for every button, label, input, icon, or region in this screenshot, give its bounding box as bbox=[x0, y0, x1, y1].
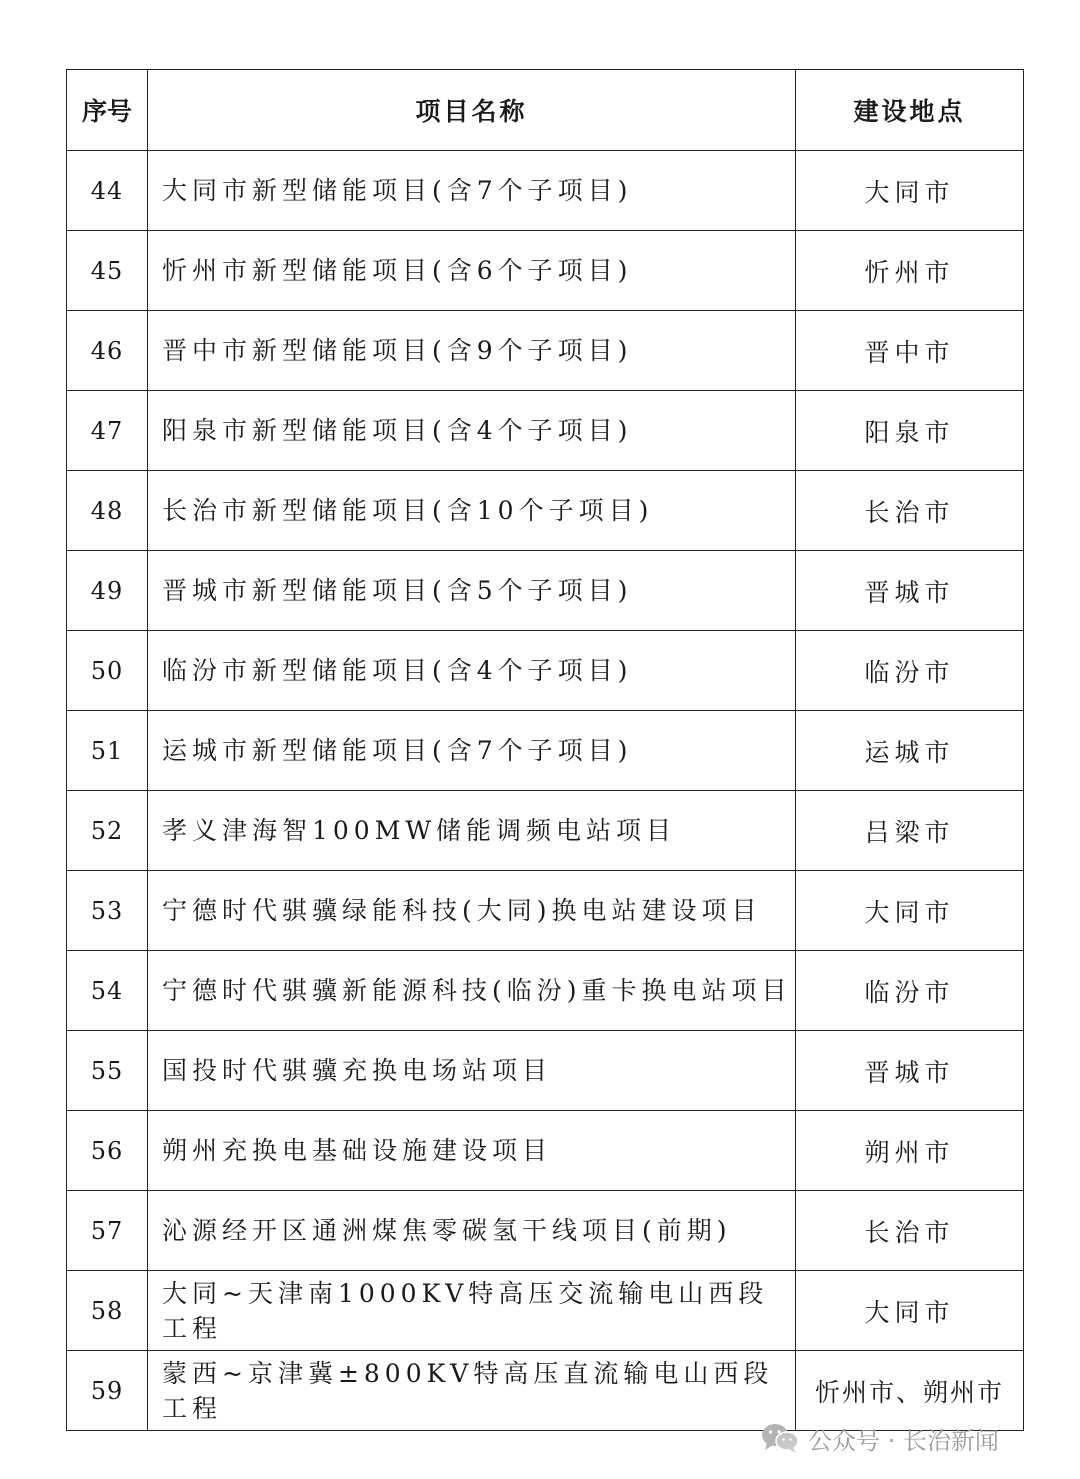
row-location: 大同市 bbox=[796, 151, 1024, 231]
row-location: 大同市 bbox=[796, 1271, 1024, 1351]
row-location: 晋中市 bbox=[796, 311, 1024, 391]
row-serial: 58 bbox=[67, 1271, 148, 1351]
table-row bbox=[67, 551, 1024, 631]
row-serial: 54 bbox=[67, 951, 148, 1031]
row-serial: 46 bbox=[67, 311, 148, 391]
row-project-name: 运城市新型储能项目(含7个子项目) bbox=[148, 711, 796, 791]
table-header-row bbox=[67, 70, 1024, 151]
table-row bbox=[67, 1271, 1024, 1351]
row-project-name: 长治市新型储能项目(含10个子项目) bbox=[148, 471, 796, 551]
row-serial: 44 bbox=[67, 151, 148, 231]
header-serial: 序号 bbox=[67, 70, 148, 151]
row-project-name: 大同~天津南1000KV特高压交流输电山西段工程 bbox=[148, 1271, 796, 1351]
row-location: 吕梁市 bbox=[796, 791, 1024, 871]
table-row bbox=[67, 951, 1024, 1031]
row-serial: 53 bbox=[67, 871, 148, 951]
row-project-name: 临汾市新型储能项目(含4个子项目) bbox=[148, 631, 796, 711]
table-row bbox=[67, 1191, 1024, 1271]
wechat-icon bbox=[760, 1421, 800, 1455]
row-project-name: 蒙西~京津冀±800KV特高压直流输电山西段工程 bbox=[148, 1351, 796, 1431]
row-location: 长治市 bbox=[796, 471, 1024, 551]
table-row bbox=[67, 1111, 1024, 1191]
row-project-name: 孝义津海智100MW储能调频电站项目 bbox=[148, 791, 796, 871]
row-project-name: 宁德时代骐骥绿能科技(大同)换电站建设项目 bbox=[148, 871, 796, 951]
row-location: 阳泉市 bbox=[796, 391, 1024, 471]
row-project-name: 国投时代骐骥充换电场站项目 bbox=[148, 1031, 796, 1111]
row-location: 朔州市 bbox=[796, 1111, 1024, 1191]
table-row bbox=[67, 231, 1024, 311]
row-location: 晋城市 bbox=[796, 1031, 1024, 1111]
row-location: 运城市 bbox=[796, 711, 1024, 791]
row-project-name: 朔州充换电基础设施建设项目 bbox=[148, 1111, 796, 1191]
row-project-name: 阳泉市新型储能项目(含4个子项目) bbox=[148, 391, 796, 471]
table-row bbox=[67, 871, 1024, 951]
watermark-text: 公众号 · 长治新闻 bbox=[808, 1426, 999, 1455]
row-location: 长治市 bbox=[796, 1191, 1024, 1271]
table-row bbox=[67, 711, 1024, 791]
row-serial: 50 bbox=[67, 631, 148, 711]
row-location: 临汾市 bbox=[796, 951, 1024, 1031]
row-serial: 59 bbox=[67, 1351, 148, 1431]
table-row bbox=[67, 791, 1024, 871]
table-row bbox=[67, 1031, 1024, 1111]
row-location: 大同市 bbox=[796, 871, 1024, 951]
watermark bbox=[760, 1418, 999, 1458]
row-project-name: 沁源经开区通洲煤焦零碳氢干线项目(前期) bbox=[148, 1191, 796, 1271]
table-row bbox=[67, 151, 1024, 231]
row-serial: 49 bbox=[67, 551, 148, 631]
row-location: 忻州市 bbox=[796, 231, 1024, 311]
row-serial: 55 bbox=[67, 1031, 148, 1111]
row-serial: 56 bbox=[67, 1111, 148, 1191]
row-location: 晋城市 bbox=[796, 551, 1024, 631]
row-location: 忻州市、朔州市 bbox=[796, 1351, 1024, 1431]
row-serial: 45 bbox=[67, 231, 148, 311]
table-row bbox=[67, 631, 1024, 711]
row-location: 临汾市 bbox=[796, 631, 1024, 711]
row-project-name: 晋城市新型储能项目(含5个子项目) bbox=[148, 551, 796, 631]
header-location: 建设地点 bbox=[796, 70, 1024, 151]
row-serial: 47 bbox=[67, 391, 148, 471]
row-project-name: 晋中市新型储能项目(含9个子项目) bbox=[148, 311, 796, 391]
project-table bbox=[66, 69, 1024, 1431]
row-project-name: 宁德时代骐骥新能源科技(临汾)重卡换电站项目 bbox=[148, 951, 796, 1031]
row-serial: 48 bbox=[67, 471, 148, 551]
table-row bbox=[67, 471, 1024, 551]
row-serial: 57 bbox=[67, 1191, 148, 1271]
header-project-name: 项目名称 bbox=[148, 70, 796, 151]
table-row bbox=[67, 391, 1024, 471]
row-project-name: 忻州市新型储能项目(含6个子项目) bbox=[148, 231, 796, 311]
row-serial: 51 bbox=[67, 711, 148, 791]
row-project-name: 大同市新型储能项目(含7个子项目) bbox=[148, 151, 796, 231]
row-serial: 52 bbox=[67, 791, 148, 871]
table-row bbox=[67, 311, 1024, 391]
